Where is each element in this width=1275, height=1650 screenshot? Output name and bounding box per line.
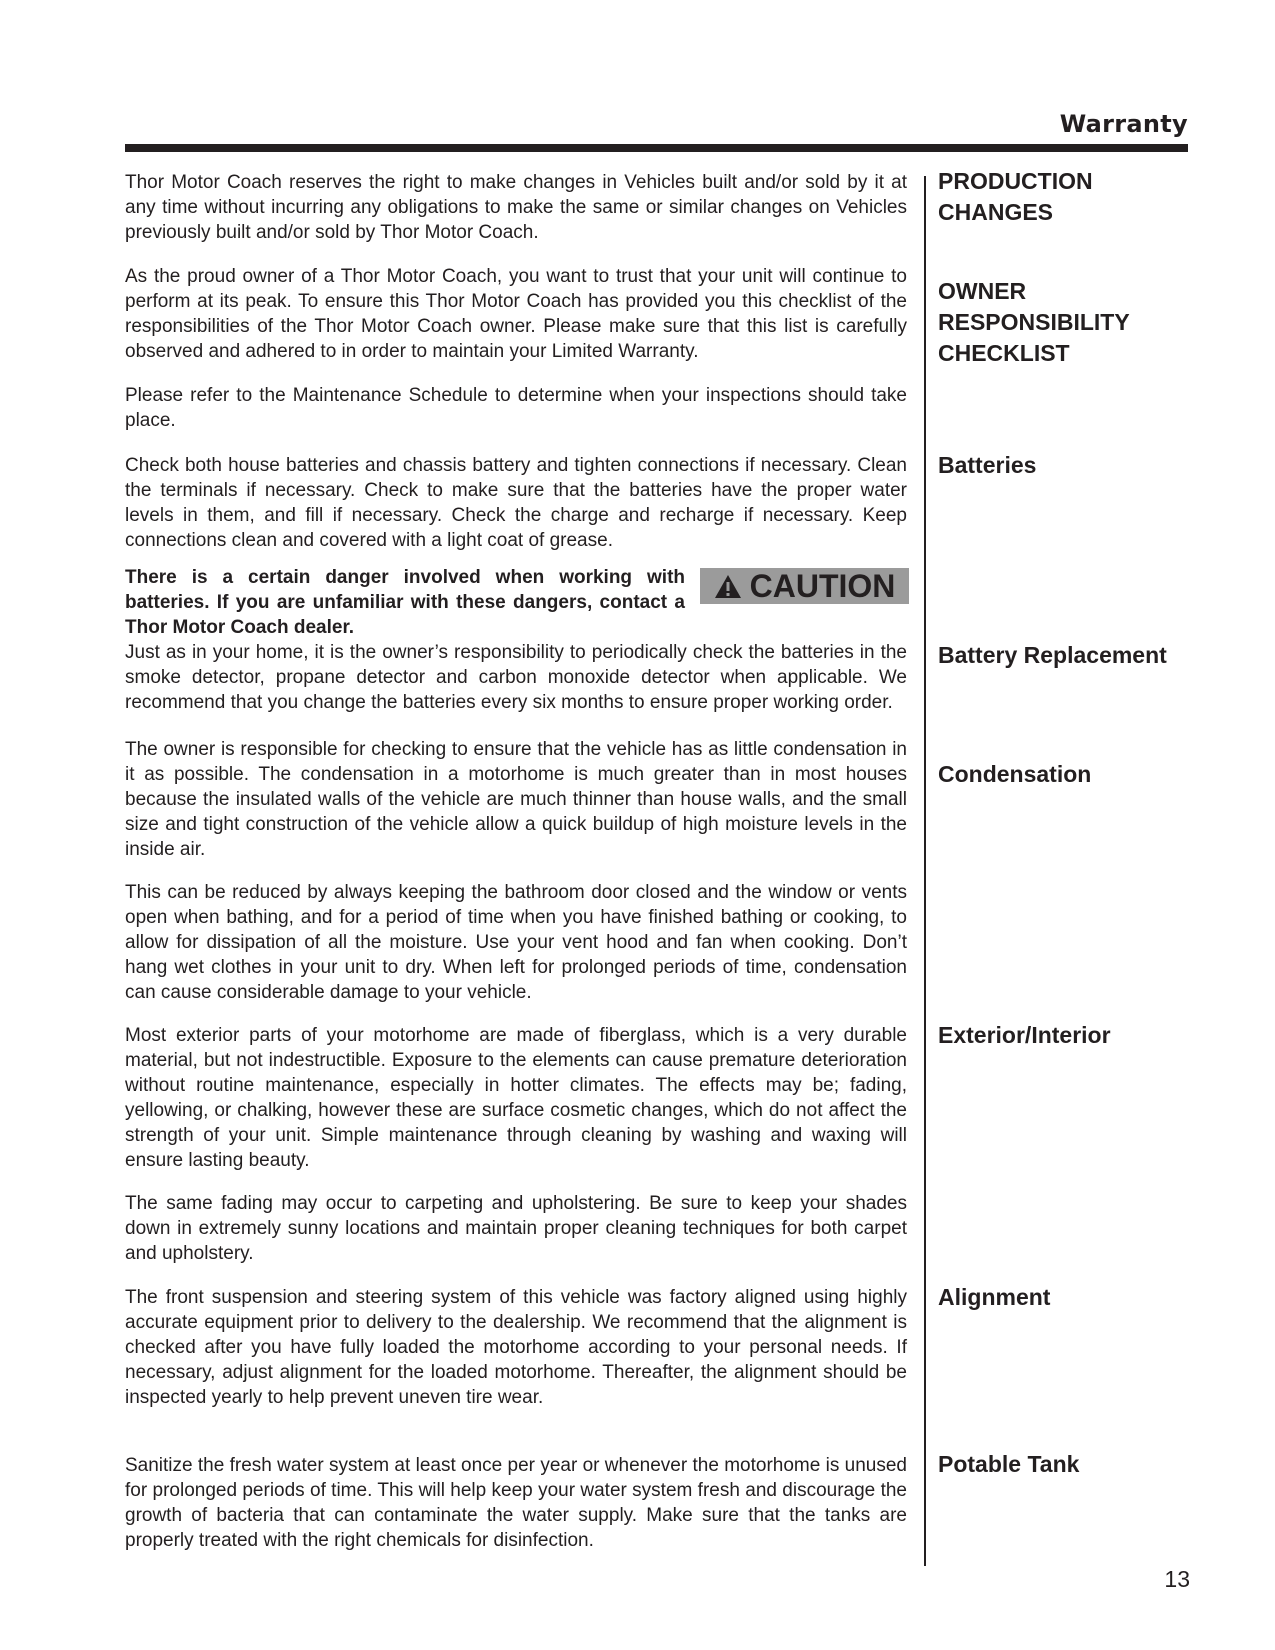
paragraph-potable-tank: Sanitize the fresh water system at least once per year or whenever the motorhome is unused for prolonged periods of time. This will help keep your water system fresh and discourage the growth of bacteria that can contaminate the water supply. Make sure that the tanks are properly treated with the right chemicals for disinfection. xyxy=(125,1455,907,1551)
paragraph-alignment: The front suspension and steering system of this vehicle was factory aligned using highly accurate equipment prior to delivery to the dealership. We recommend that the alignment is checked after you have fully loaded the motorhome according to your personal needs. If necessary, adjust alignment for the loaded motorhome. Thereafter, the alignment should be inspected yearly to help prevent uneven tire wear. xyxy=(125,1287,907,1408)
side-heading-alignment: Alignment xyxy=(938,1284,1051,1310)
paragraph-fading: The same fading may occur to carpeting and upholstering. Be sure to keep your shades down in extremely sunny locations and maintain proper cleaning techniques for both carpet and upholstery. xyxy=(125,1193,907,1264)
paragraph-production-changes: Thor Motor Coach reserves the right to make changes in Vehicles built and/or sold by it at any time without incurring any obligations to make the same or similar changes on Vehicles previously built and/or sold by Thor Motor Coach. xyxy=(125,172,907,243)
paragraph-battery-replacement: Just as in your home, it is the owner’s responsibility to periodically check the batteries in the smoke detector, propane detector and carbon monoxide detector when applicable. We recommend that you change the batteries every six months to ensure proper working order. xyxy=(125,642,907,713)
paragraph-owner-responsibility: As the proud owner of a Thor Motor Coach, you want to trust that your unit will continue to perform at its peak. To ensure this Thor Motor Coach has provided you this checklist of the responsibilities of the Thor Motor Coach owner. Please make sure that this list is carefully observed and adhered to in order to maintain your Limited Warranty. xyxy=(125,266,907,362)
header-rule xyxy=(125,144,1188,152)
paragraph-exterior-interior: Most exterior parts of your motorhome are made of fiberglass, which is a very durable material, but not indestructible. Exposure to the elements can cause premature deterioration without routine maintenance, especially in hotter climates. The effects may be; fading, yellowing, or chalking, however these are surface cosmetic changes, which do not affect the strength of your unit. Simple maintenance through cleaning by washing and waxing will ensure lasting beauty. xyxy=(125,1025,907,1171)
side-heading-owner-responsibility: OWNER RESPONSIBILITY CHECKLIST xyxy=(938,278,1130,366)
side-heading-batteries: Batteries xyxy=(938,452,1037,478)
side-heading-potable-tank: Potable Tank xyxy=(938,1451,1080,1477)
side-heading-condensation: Condensation xyxy=(938,761,1092,787)
side-heading-production-changes: PRODUCTION CHANGES xyxy=(938,168,1093,225)
warning-triangle-icon xyxy=(714,574,742,599)
page-header-title: Warranty xyxy=(1059,110,1188,138)
caution-text: There is a certain danger involved when working with batteries. If you are unfamiliar with these dangers, contact a Thor Motor Coach dealer. xyxy=(125,567,685,638)
paragraph-maintenance-schedule: Please refer to the Maintenance Schedule to determine when your inspections should take place. xyxy=(125,385,907,431)
caution-label: CAUTION xyxy=(749,567,896,604)
page-number: 13 xyxy=(1164,1566,1190,1592)
side-heading-battery-replacement: Battery Replacement xyxy=(938,642,1167,668)
side-heading-exterior-interior: Exterior/Interior xyxy=(938,1022,1111,1048)
column-divider xyxy=(924,176,926,1566)
paragraph-condensation: The owner is responsible for checking to ensure that the vehicle has as little condensation in it as possible. The condensation in a motorhome is much greater than in most houses because the insulated walls of the vehicle are much thinner than house walls, and the small size and tight construction of the vehicle allow a quick buildup of high moisture levels in the inside air. xyxy=(125,739,907,860)
paragraph-condensation-reduction: This can be reduced by always keeping the bathroom door closed and the window or vents open when bathing, and for a period of time when you have finished bathing or cooking, to allow for dissipation of all the moisture. Use your vent hood and fan when cooking. Don’t hang wet clothes in your unit to dry. When left for prolonged periods of time, condensation can cause considerable damage to your vehicle. xyxy=(125,882,907,1003)
paragraph-batteries: Check both house batteries and chassis battery and tighten connections if necessary. Clean the terminals if necessary. Check to make sure that the batteries have the proper water levels in them, and fill if necessary. Check the charge and recharge if necessary. Keep connections clean and covered with a light coat of grease. xyxy=(125,455,907,551)
caution-badge xyxy=(700,568,909,604)
